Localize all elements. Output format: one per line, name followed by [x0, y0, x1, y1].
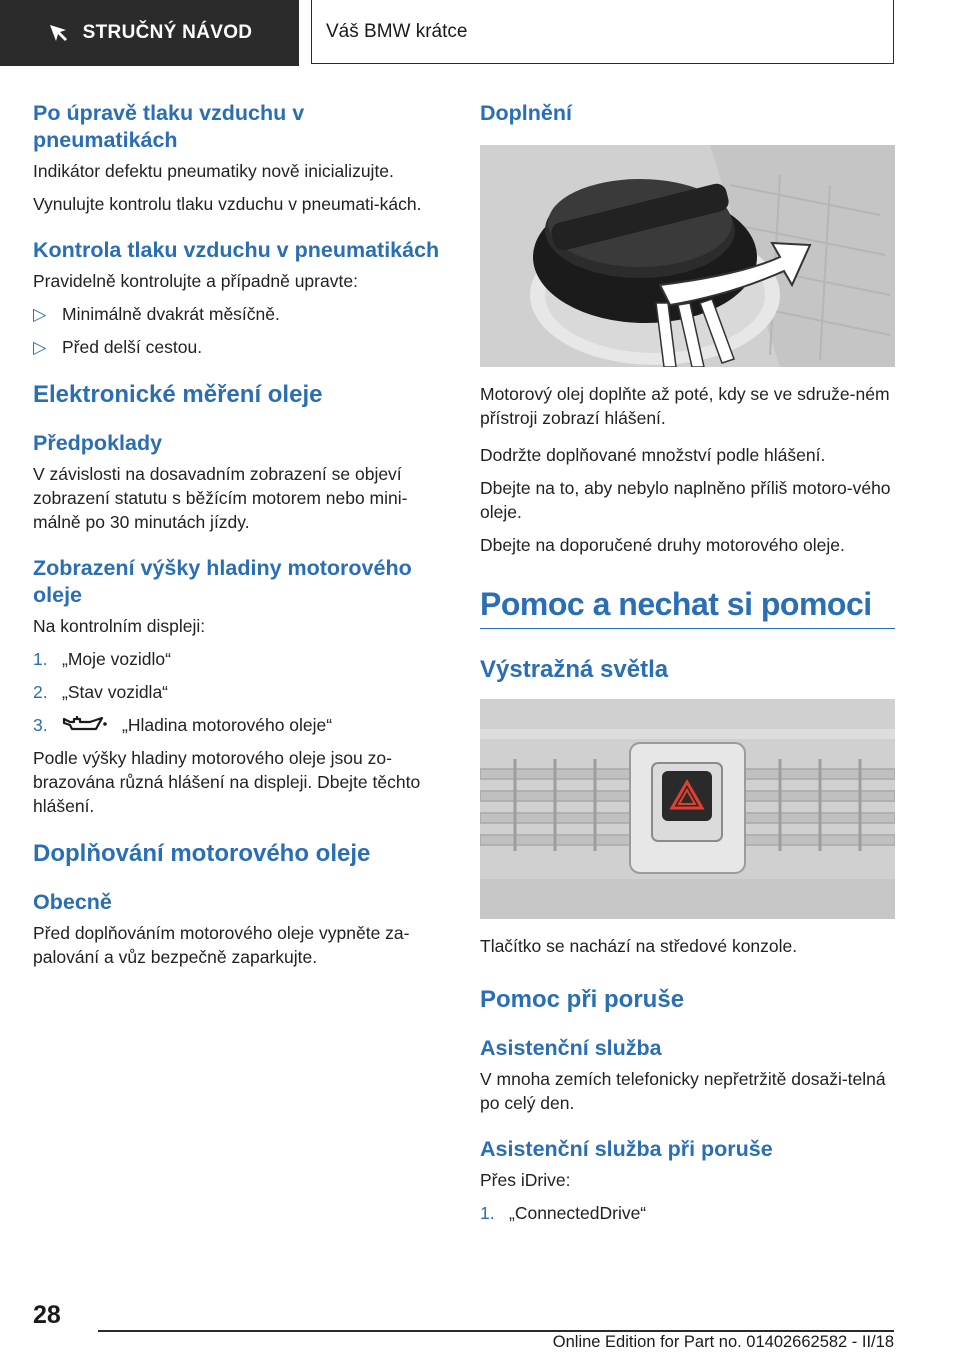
list-item: 3. „Hladina motorového oleje“	[33, 715, 333, 735]
heading-breakdown-assistance: Asistenční služba při poruše	[480, 1137, 773, 1161]
paragraph: Na kontrolním displeji:	[33, 616, 206, 636]
paragraph: Motorový olej doplňte až poté, kdy se ve sdruže-ném přístroji zobrazí hlášení.	[480, 384, 890, 428]
chapter-heading-help: Pomoc a nechat si pomoci	[480, 584, 895, 629]
heading-prerequisites: Předpoklady	[33, 431, 163, 455]
heading-assistance-service: Asistenční služba	[480, 1036, 662, 1060]
list-item: 1. „Moje vozidlo“	[33, 649, 171, 669]
section-tab	[311, 0, 894, 64]
oil-cap-illustration	[480, 145, 895, 367]
bullet-marker: ▷	[33, 304, 47, 324]
heading-after-tire-adjust: Po úpravě tlaku vzduchu v pneumatikách	[33, 101, 305, 152]
paragraph: Tlačítko se nachází na středové konzole.	[480, 936, 798, 956]
heading-tire-pressure-check: Kontrola tlaku vzduchu v pneumatikách	[33, 238, 440, 262]
list-item: ▷ Minimálně dvakrát měsíčně.	[33, 304, 280, 324]
quick-guide-icon	[47, 22, 69, 44]
paragraph: Dbejte na doporučené druhy motorového oleje.	[480, 535, 845, 555]
heading-oil-level-display: Zobrazení výšky hladiny motorového oleje	[33, 556, 412, 607]
chapter-tab	[0, 0, 299, 66]
heading-hazard-lights: Výstražná světla	[480, 656, 669, 683]
heading-topping-up-oil: Doplňování motorového oleje	[33, 840, 371, 867]
paragraph: Dodržte doplňované množství podle hlášení.	[480, 445, 826, 465]
right-column	[480, 100, 895, 1234]
paragraph: Dbejte na to, aby nebylo naplněno příliš motoro-vého oleje.	[480, 478, 891, 522]
numbered-list	[33, 647, 448, 737]
section-tab-label: Váš BMW krátce	[326, 20, 468, 42]
paragraph: V mnoha zemích telefonicky nepřetržitě dosaži-telná po celý den.	[480, 1069, 886, 1113]
paragraph: Pravidelně kontrolujte a případně upravte:	[33, 271, 358, 291]
heading-topping-up: Doplnění	[480, 101, 572, 125]
edition-note: Online Edition for Part no. 01402662582 - II/18	[552, 1333, 894, 1351]
footer-divider	[98, 1330, 894, 1332]
paragraph: Před doplňováním motorového oleje vypněte za-palování a vůz bezpečně zaparkujte.	[33, 923, 410, 967]
list-item: 2. „Stav vozidla“	[33, 682, 169, 702]
list-item: 1. „ConnectedDrive“	[480, 1203, 647, 1223]
paragraph: Podle výšky hladiny motorového oleje jsou zo-brazována různá hlášení na displeji. Dbejte těchto hlášení.	[33, 748, 421, 816]
list-item: ▷ Před delší cestou.	[33, 337, 203, 357]
bullet-marker: ▷	[33, 337, 47, 357]
paragraph: Přes iDrive:	[480, 1170, 571, 1190]
paragraph: Vynulujte kontrolu tlaku vzduchu v pneumati-kách.	[33, 194, 422, 214]
page-header	[0, 0, 960, 66]
hazard-button-illustration	[480, 699, 895, 919]
left-column	[33, 100, 448, 978]
oil-can-icon	[62, 713, 110, 735]
heading-electronic-oil-measurement: Elektronické měření oleje	[33, 381, 323, 408]
bullet-list	[33, 302, 448, 359]
heading-general: Obecně	[33, 890, 112, 914]
oil-filler-cap-image	[480, 145, 895, 367]
chapter-tab-label: STRUČNÝ NÁVOD	[82, 22, 253, 43]
numbered-list	[480, 1201, 895, 1225]
hazard-switch-image	[480, 699, 895, 919]
heading-breakdown-help: Pomoc při poruše	[480, 986, 685, 1013]
paragraph: V závislosti na dosavadním zobrazení se objeví zobrazení statutu s běžícím motorem nebo mini-málně po 30 minutách jízdy.	[33, 464, 408, 532]
paragraph: Indikátor defektu pneumatiky nově inicializujte.	[33, 161, 394, 181]
page-number: 28	[33, 1301, 61, 1329]
